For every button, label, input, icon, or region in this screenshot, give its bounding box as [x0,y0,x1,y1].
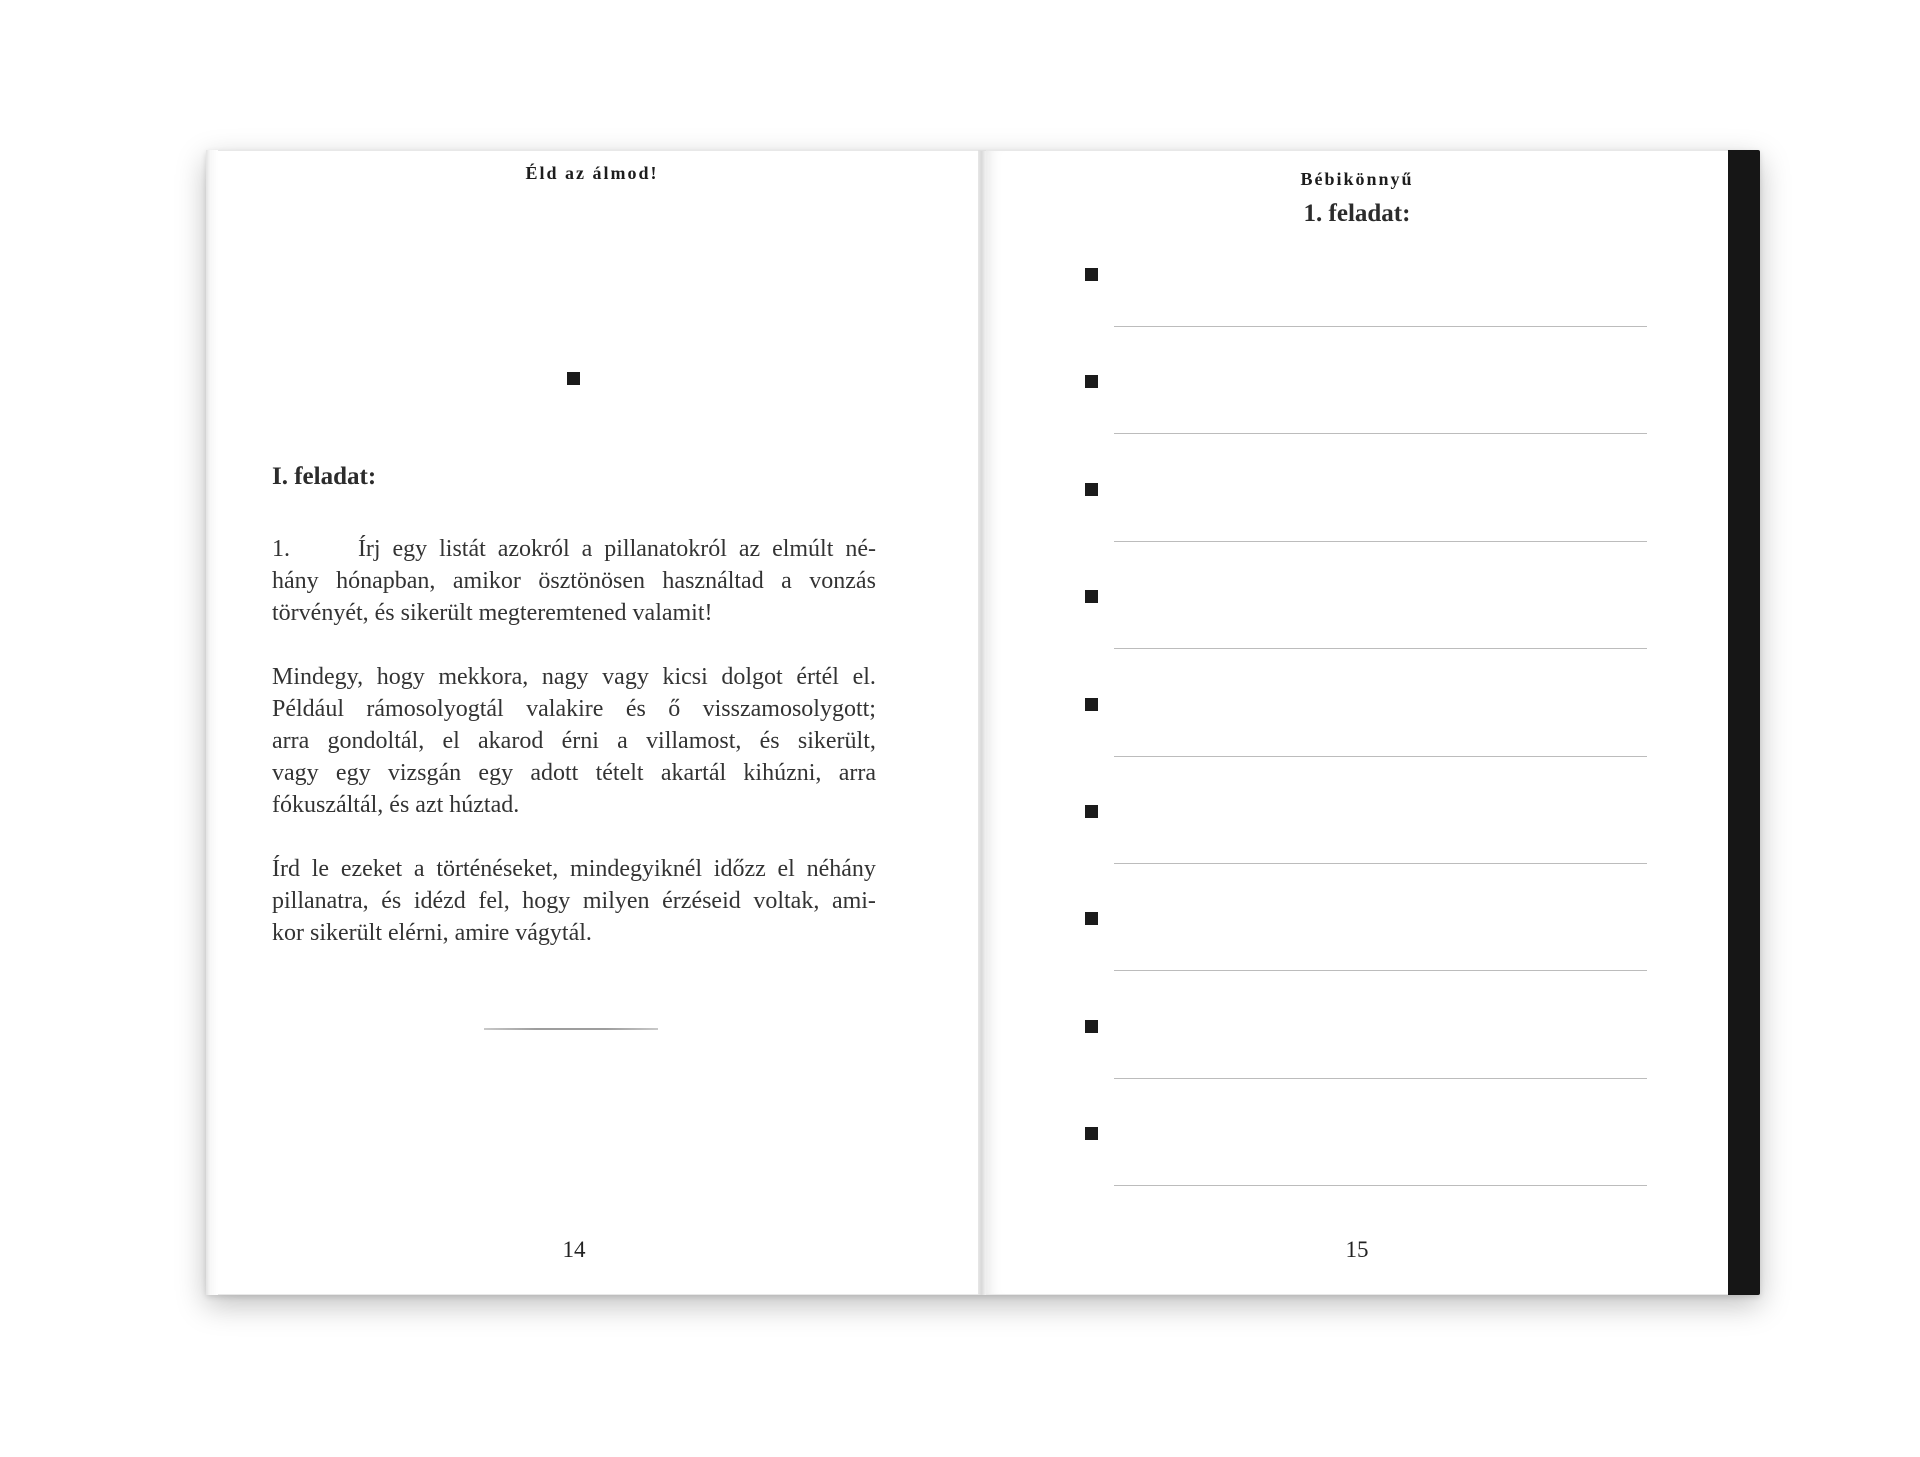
square-bullet-icon [1085,268,1098,281]
right-page [986,150,1728,1295]
answer-line [1114,970,1647,971]
square-bullet-icon [1085,375,1098,388]
left-page [206,150,978,1295]
page-number-left: 14 [562,1237,586,1262]
square-bullet-icon [1085,1127,1098,1140]
text-line: pillanatra, és idézd fel, hogy milyen érzéseid voltak, ami- [272,888,876,914]
square-bullet-icon [1085,805,1098,818]
square-bullet-icon [1085,483,1098,496]
book-spine-strip [1728,150,1760,1295]
text-line: Írd le ezeket a történéseket, mindegyiknél időzz el néhány [272,856,876,882]
task-label-left: I. feladat: [272,463,377,490]
answer-line [1114,863,1647,864]
list-item [986,590,1728,670]
list-item [986,1020,1728,1100]
list-item [986,483,1728,563]
paragraph [272,533,876,629]
list-item [986,375,1728,455]
paragraph [272,661,876,821]
running-header-right: Bébikönnyű [1300,169,1414,189]
answer-line [1114,326,1647,327]
text-line: arra gondoltál, el akarod érni a villamost, és sikerült, [272,728,876,754]
running-header-left: Éld az álmod! [525,163,659,183]
answer-line [1114,756,1647,757]
answer-line [1114,1078,1647,1079]
list-item [986,912,1728,992]
text-line: hány hónapban, amikor ösztönösen használtad a vonzás [272,568,876,594]
text-line: Például rámosolyogtál valakire és ő visszamosolygott; [272,696,876,722]
page-number-right: 15 [1345,1237,1369,1262]
text-line: kor sikerült elérni, amire vágytál. [272,920,592,946]
text-line: fókuszáltál, és azt húztad. [272,792,520,818]
square-bullet-icon [1085,590,1098,603]
square-bullet-icon [1085,1020,1098,1033]
divider-rule [484,1028,658,1030]
list-item [986,268,1728,348]
list-item [986,1127,1728,1207]
answer-list [986,150,1728,1295]
paragraph [272,853,876,949]
answer-line [1114,541,1647,542]
answer-line [1114,1185,1647,1186]
answer-line [1114,433,1647,434]
list-number: 1. [272,536,290,562]
text-line: törvényét, és sikerült megteremtened valamit! [272,600,713,626]
square-ornament-icon [567,372,580,385]
book-spread [206,150,1760,1295]
text-line: Mindegy, hogy mekkora, nagy vagy kicsi dolgot értél el. [272,664,876,690]
task-label-right: 1. feladat: [1303,200,1411,227]
list-item [986,698,1728,778]
square-bullet-icon [1085,912,1098,925]
page-gutter [978,150,986,1295]
text-line: vagy egy vizsgán egy adott tételt akartál kihúzni, arra [272,760,876,786]
list-item [986,805,1728,885]
square-bullet-icon [1085,698,1098,711]
answer-line [1114,648,1647,649]
text-line: 1. Írj egy listát azokról a pillanatokról az elmúlt né- [272,533,876,565]
